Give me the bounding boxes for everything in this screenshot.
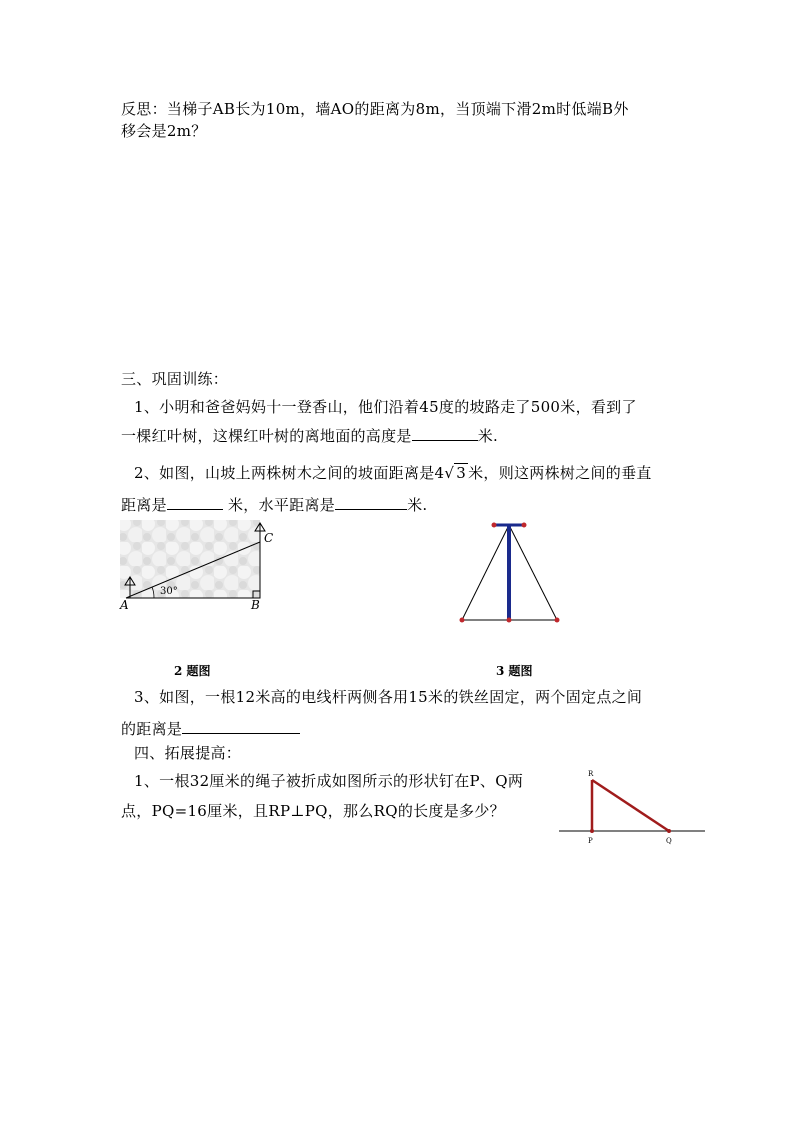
label-r: R — [588, 770, 594, 778]
point-top-right — [522, 523, 527, 528]
q3-3-line-2 — [121, 718, 300, 739]
q4-1-line-2: 点，PQ=16厘米，且RP⊥PQ，那么RQ的长度是多少？ — [121, 802, 505, 820]
wire-right — [509, 525, 557, 620]
point-right — [555, 618, 560, 623]
sqrt-symbol: √ 3 — [444, 464, 467, 482]
q3-2-text3: 米，水平距离是 — [227, 496, 336, 514]
angle-label: 30° — [160, 586, 178, 597]
q3-2-text2: 距离是 — [121, 496, 167, 514]
figure-3 — [452, 516, 570, 628]
figure-rpq — [555, 766, 710, 846]
reflection-line-2: 移会是2m？ — [121, 122, 207, 140]
background-texture — [120, 520, 260, 598]
q3-2-text-post: 米，则这两株树之间的垂直 — [468, 464, 652, 482]
figure-3-caption: 3 题图 — [496, 664, 533, 678]
figure-2 — [118, 518, 278, 613]
label-b: B — [251, 598, 260, 612]
point-p — [590, 829, 594, 833]
q3-1-text: 一棵红叶树，这棵红叶树的离地面的高度是 — [121, 427, 412, 445]
point-q — [667, 829, 671, 833]
section4-heading: 四、拓展提高： — [134, 744, 242, 762]
answer-blank-vertical[interactable] — [167, 495, 223, 510]
q3-1-line-2 — [121, 425, 498, 446]
q3-2-text: 2、如图，山坡上两株树木之间的坡面距离是4 — [134, 464, 445, 482]
q3-3-line-1: 3、如图，一根12米高的电线杆两侧各用15米的铁丝固定，两个固定点之间 — [134, 688, 643, 706]
point-top-left — [492, 523, 497, 528]
sqrt-radicand: 3 — [456, 464, 467, 482]
label-p: P — [588, 837, 593, 845]
segment-rq — [592, 780, 669, 831]
answer-blank[interactable] — [412, 426, 478, 441]
answer-blank-distance[interactable] — [182, 719, 300, 734]
q3-1-unit: 米. — [477, 427, 499, 445]
reflection-line-1: 反思：当梯子AB长为10m，墙AO的距离为8m，当顶端下滑2m时低端B外 — [121, 100, 629, 118]
point-bottom — [507, 618, 512, 623]
figure-2-caption: 2 题图 — [174, 664, 211, 678]
label-a: A — [120, 598, 129, 612]
q4-1-line-1: 1、一根32厘米的绳子被折成如图所示的形状钉在P、Q两 — [134, 772, 524, 790]
q3-1-line-1: 1、小明和爸爸妈妈十一登香山，他们沿着45度的坡路走了500米，看到了 — [134, 398, 637, 416]
label-c: C — [264, 531, 274, 545]
q3-2-line-2 — [121, 494, 427, 515]
q3-2-unit: 米. — [407, 496, 428, 514]
point-left — [460, 618, 465, 623]
answer-blank-horizontal[interactable] — [335, 495, 407, 510]
section3-heading: 三、巩固训练： — [121, 370, 229, 388]
wire-left — [462, 525, 509, 620]
q3-3-text: 的距离是 — [121, 720, 183, 738]
q3-2-line-1 — [134, 462, 652, 483]
label-q: Q — [666, 837, 672, 845]
